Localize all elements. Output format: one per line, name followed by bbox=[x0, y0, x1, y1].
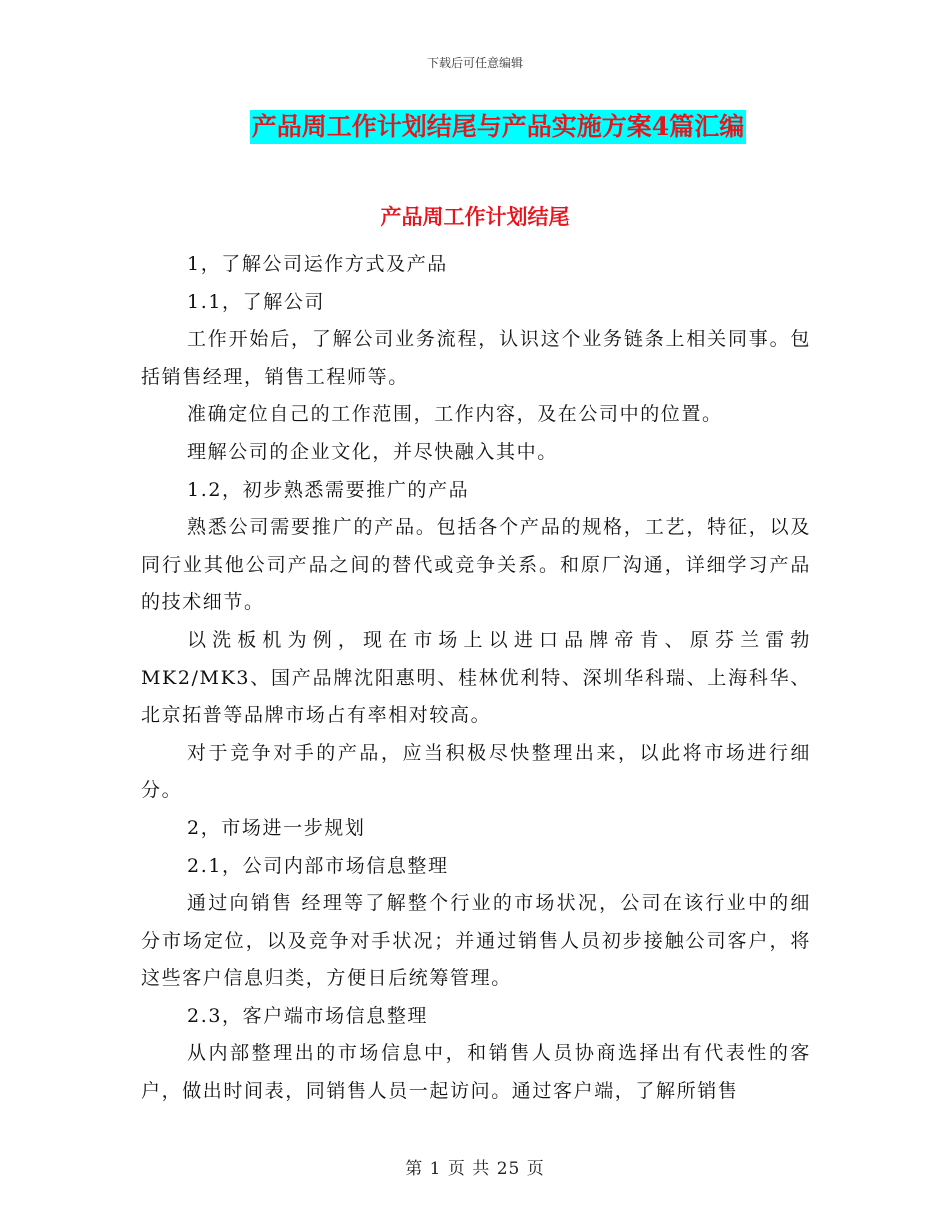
page-number-footer: 第 1 页 共 25 页 bbox=[405, 1159, 545, 1179]
paragraph: 1，了解公司运作方式及产品 bbox=[187, 253, 448, 275]
document-title-container bbox=[0, 110, 950, 144]
paragraph: 工作开始后，了解公司业务流程，认识这个业务链条上相关同事。包括销售经理，销售工程师等。 bbox=[141, 328, 811, 388]
paragraph: 1.2，初步熟悉需要推广的产品 bbox=[187, 478, 470, 501]
paragraph: 1.1，了解公司 bbox=[187, 290, 326, 313]
paragraph: 从内部整理出的市场信息中，和销售人员协商选择出有代表性的客户，做出时间表，同销售人员一起访问。通过客户端，了解所销售 bbox=[141, 1042, 811, 1103]
paragraph: 2.3，客户端市场信息整理 bbox=[187, 1004, 429, 1027]
page-header-note: 下载后可任意编辑 bbox=[426, 56, 523, 70]
paragraph: 2.1，公司内部市场信息整理 bbox=[187, 854, 449, 877]
paragraph: 熟悉公司需要推广的产品。包括各个产品的规格，工艺，特征，以及同行业其他公司产品之间的替代或竞争关系。和原厂沟通，详细学习产品的技术细节。 bbox=[141, 516, 811, 614]
document-body bbox=[141, 246, 811, 1111]
paragraph: 通过向销售 经理等了解整个行业的市场状况，公司在该行业中的细分市场定位，以及竞争对手状况；并通过销售人员初步接触公司客户，将这些客户信息归类，方便日后统筹管理。 bbox=[141, 892, 811, 990]
paragraph: 以洗板机为例，现在市场上以进口品牌帝肯、原芬兰雷勃MK2/MK3、国产品牌沈阳惠明、桂林优利特、深圳华科瑞、上海科华、北京拓普等品牌市场占有率相对较高。 bbox=[141, 628, 811, 727]
paragraph: 对于竞争对手的产品，应当积极尽快整理出来，以此将市场进行细分。 bbox=[141, 741, 811, 802]
section-title: 产品周工作计划结尾 bbox=[380, 204, 570, 229]
paragraph: 2，市场进一步规划 bbox=[187, 816, 366, 839]
paragraph: 准确定位自己的工作范围，工作内容，及在公司中的位置。 bbox=[187, 403, 723, 426]
paragraph: 理解公司的企业文化，并尽快融入其中。 bbox=[187, 440, 558, 463]
document-title: 产品周工作计划结尾与产品实施方案4篇汇编 bbox=[250, 110, 746, 144]
